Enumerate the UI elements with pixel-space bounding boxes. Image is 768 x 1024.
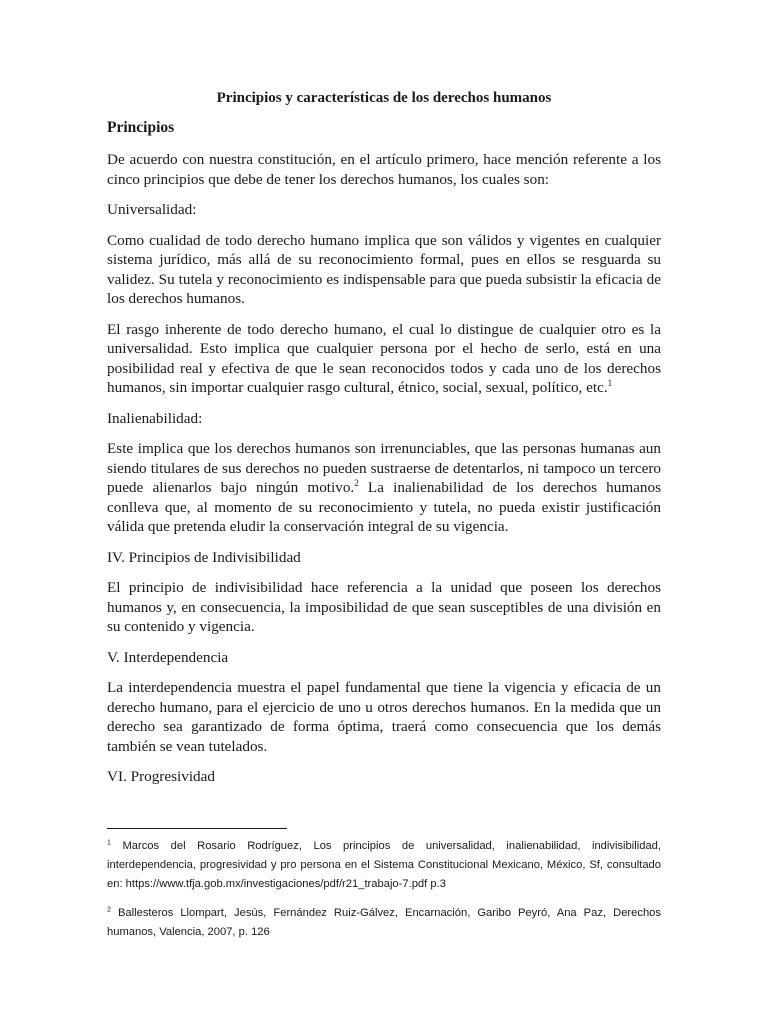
footnote-separator xyxy=(107,828,287,829)
indivisibilidad-label: IV. Principios de Indivisibilidad xyxy=(107,548,301,566)
footnote-2-number: 2 xyxy=(107,906,111,914)
footnotes-section xyxy=(107,828,661,952)
footnote-1-number: 1 xyxy=(107,839,111,847)
inalienabilidad-text-a: Este implica que los derechos humanos son irrenunciables, que las personas humanas aun siendo titulares de sus derechos no pueden sustraerse de detentarlos, ni tampoco un tercero puede alienarlos bajo ningún motivo. xyxy=(107,440,661,496)
footnote-2-text: Ballesteros Llompart, Jesús, Fernández Ruiz-Gálvez, Encarnación, Garibo Peyró, Ana Paz, Derechos humanos, Valencia, 2007, p. 126 xyxy=(107,907,661,938)
footnote-ref-1[interactable]: 1 xyxy=(607,377,613,388)
document-body xyxy=(107,88,661,798)
footnote-2 xyxy=(107,904,661,942)
footnote-ref-2[interactable]: 2 xyxy=(354,477,359,488)
inalienabilidad-label: Inalienabilidad: xyxy=(107,409,203,427)
section-heading: Principios xyxy=(107,119,175,136)
inalienabilidad-paragraph xyxy=(107,439,661,537)
inalienabilidad-text-b: La inalienabilidad de los derechos humanos conlleva que, al momento de su reconocimiento y tutela, no pueda existir justificación válida que pretenda eludir la conservación integral de su vigencia. xyxy=(107,479,662,535)
footnote-1 xyxy=(107,837,661,894)
intro-paragraph: De acuerdo con nuestra constitución, en el artículo primero, hace mención referente a los cinco principios que debe de tener los derechos humanos, los cuales son: xyxy=(107,151,661,188)
universalidad-label: Universalidad: xyxy=(107,201,197,218)
interdependencia-label: V. Interdependencia xyxy=(107,648,229,666)
universalidad-paragraph-2-text: El rasgo inherente de todo derecho humano, el cual lo distingue de cualquier otro es la universalidad. Esto implica que cualquier persona por el hecho de serlo, está en una posibilidad real y efectiva de que le sean reconocidos todos y cada uno de los derechos humanos, sin importar cualquier rasgo cultural, étnico, social, sexual, político, etc. xyxy=(107,320,661,396)
universalidad-paragraph-1: Como cualidad de todo derecho humano implica que son válidos y vigentes en cualquier sistema jurídico, más allá de su reconocimiento formal, pues en ellos se resguarda su validez. Su tutela y reconocimiento es indispensable para que pueda subsistir la eficacia de los derechos humanos. xyxy=(107,231,661,307)
interdependencia-paragraph: La interdependencia muestra el papel fundamental que tiene la vigencia y eficacia de un derecho humano, para el ejercicio de uno u otros derechos humanos. En la medida que un derecho sea garantizado de forma óptima, traerá como consecuencia que los demás también se vean tutelados. xyxy=(107,679,661,755)
progresividad-label: VI. Progresividad xyxy=(107,768,215,785)
universalidad-paragraph-2 xyxy=(107,320,661,398)
document-title: Principios y características de los derechos humanos xyxy=(216,90,552,106)
footnote-1-text: Marcos del Rosario Rodríguez, Los principios de universalidad, inalienabilidad, indivisibilidad, interdependencia, progresividad y pro persona en el Sistema Constitucional Mexicano, México, Sf, consultado en: https://www.tfja.gob.mx/investigaciones/pdf/r21_trabajo-7.pdf p.3 xyxy=(107,840,661,890)
indivisibilidad-paragraph: El principio de indivisibilidad hace referencia a la unidad que poseen los derechos humanos y, en consecuencia, la imposibilidad de que sean susceptibles de una división en su contenido y vigencia. xyxy=(107,579,661,635)
